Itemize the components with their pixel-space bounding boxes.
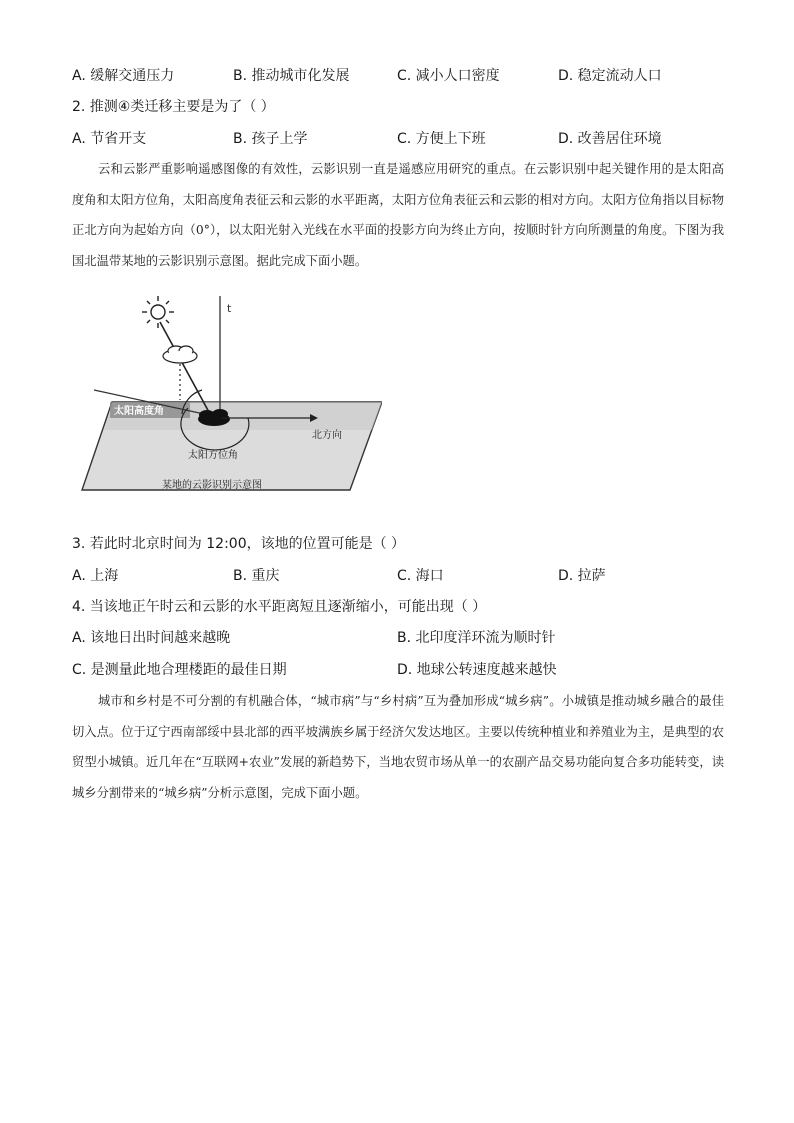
q2-option-b: B. 孩子上学	[233, 131, 308, 147]
q2-option-a: A. 节省开支	[72, 131, 147, 147]
q1-option-b: B. 推动城市化发展	[233, 68, 350, 84]
q3-option-a: A. 上海	[72, 568, 119, 584]
q3-option-d: D. 拉萨	[558, 568, 606, 584]
sun-icon	[142, 296, 174, 328]
q3-option-c: C. 海口	[397, 568, 444, 584]
cloud-shadow-diagram	[72, 290, 382, 522]
sun-ray	[160, 322, 210, 414]
q1-option-c: C. 减小人口密度	[397, 68, 500, 84]
cloud-icon	[163, 346, 197, 363]
q4-option-a: A. 该地日出时间越来越晚	[72, 630, 231, 646]
q2-option-d: D. 改善居住环境	[558, 131, 662, 147]
passage-urban-rural: 城市和乡村是不可分割的有机融合体，“城市病”与“乡村病”互为叠加形成“城乡病”。小城镇是推动城乡融合的最佳切入点。位于辽宁西南部绥中县北部的西平坡满族乡属于经济欠发达地区。主要以传统种植业和养殖业为主，是典型的农贸型小城镇。近几年在“互联网+农业”发展的新趋势下，当地农贸市场从单一的农副产品交易功能向复合多功能转变，读城乡分割带来的“城乡病”分析示意图，完成下面小题。	[72, 694, 724, 800]
q1-option-a: A. 缓解交通压力	[72, 68, 175, 84]
q4-option-d: D. 地球公转速度越来越快	[397, 662, 557, 678]
zenith-label: t	[227, 302, 232, 315]
q4-option-b: B. 北印度洋环流为顺时针	[397, 630, 556, 646]
figure-caption: 某地的云影识别示意图	[162, 480, 262, 491]
q2-option-c: C. 方便上下班	[397, 131, 486, 147]
q3-option-b: B. 重庆	[233, 568, 280, 584]
north-label: 北方向	[312, 430, 342, 441]
q4-option-c: C. 是测量此地合理楼距的最佳日期	[72, 662, 287, 678]
passage-cloud-shadow: 云和云影严重影响遥感图像的有效性，云影识别一直是遥感应用研究的重点。在云影识别中起关键作用的是太阳高度角和太阳方位角，太阳高度角表征云和云影的水平距离，太阳方位角表征云和云影的相对方向。太阳方位角指以目标物正北方向为起始方向（0°），以太阳光射入光线在水平面的投影方向为终止方向，按顺时针方向所测量的角度。下图为我国北温带某地的云影识别示意图。据此完成下面小题。	[72, 162, 724, 268]
q2-stem: 2. 推测④类迁移主要是为了（ ）	[72, 99, 275, 115]
elevation-angle-label: 太阳高度角	[114, 406, 164, 417]
azimuth-angle-label: 太阳方位角	[188, 450, 238, 461]
q1-option-d: D. 稳定流动人口	[558, 68, 662, 84]
q4-stem: 4. 当该地正午时云和云影的水平距离短且逐渐缩小，可能出现（ ）	[72, 599, 487, 615]
q3-stem: 3. 若此时北京时间为 12:00，该地的位置可能是（ ）	[72, 536, 406, 552]
